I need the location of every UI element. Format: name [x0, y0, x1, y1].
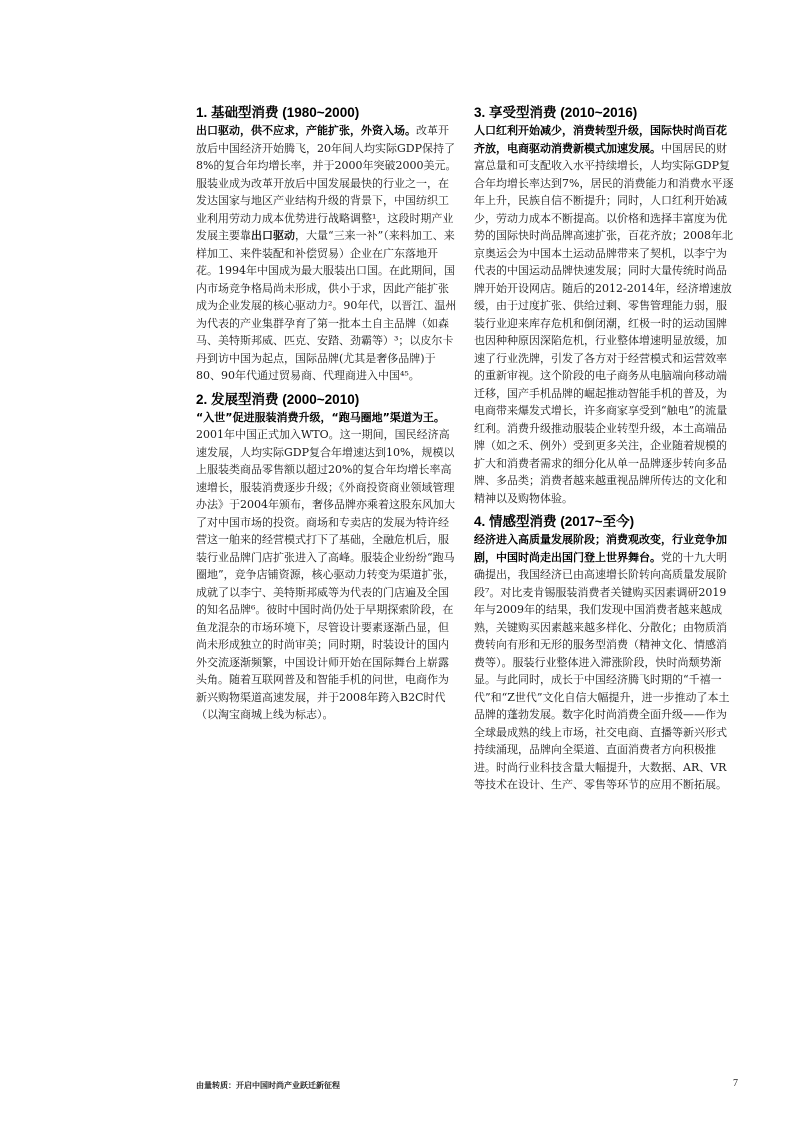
section-body — [196, 122, 458, 385]
section-body — [474, 122, 736, 507]
section-text: 党的十九大明确提出，我国经济已由高速增长阶转向高质量发展阶段⁷。对比麦肯锡服装消费者关键购买因素调研2019年与2009年的结果，我们发现中国消费者越来越成熟，关键购买因素越来越多样化、分散化；由物质消费转向有形和无形的服务型消费（精神文化、情感消费等）。服装行业整体进入滞涨阶段，快时尚颓势渐显。与此同时，成长于中国经济腾飞时期的“千禧一代”和“Z世代”文化自信大幅提升，进一步推动了本土品牌的蓬勃发展。数字化时尚消费全面升级——作为全球最成熟的线上市场，社交电商、直播等新兴形式持续涌现，品牌向全渠道、直面消费者方向积极推进。时尚行业科技含量大幅提升，大数据、AR、VR等技术在设计、生产、零售等环节的应用不断拓展。 — [474, 550, 730, 791]
section-development-consumption — [196, 391, 458, 724]
section-lead: “入世”促进服装消费升级，“跑马圈地”渠道为王。 — [196, 410, 445, 424]
section-title: 1. 基础型消费 (1980~2000) — [196, 105, 360, 120]
section-text: 改革开放后中国经济开始腾飞，20年间人均实际GDP保持了8%的复合年均增长率，并于2000年突破2000美元。服装业成为改革开放后中国发展最快的行业之一，在发达国家与地区产业结构升级的背景下，中国纺织工业利用劳动力成本优势进行战略调整¹，这段时期产业发展主要靠 — [196, 124, 457, 242]
section-text: 中国居民的财富总量和可支配收入水平持续增长，人均实际GDP复合年均增长率达到7%，居民的消费能力和消费水平逐年上升，民族自信不断提升；同时，人口红利开始减少，劳动力成本不断提高。以价格和选择丰富度为优势的国际快时尚品牌高速扩张，百花齐放；2008年北京奥运会为中国本土运动品牌带来了契机，以李宁为代表的中国运动品牌快速发展；同时大量传统时尚品牌开始开设网店。随后的2012-2014年，经济增速放缓，由于过度扩张、供给过剩、零售管理能力弱，服装行业迎来库存危机和倒闭潮，红极一时的运动国牌也因种种原因深陷危机，行业整体增速明显放缓，加速了行业洗牌，引发了各方对于经营模式和运营效率的重新审视。这个阶段的电子商务从电脑端向移动端迁移，国产手机品牌的崛起推动智能手机的普及，为电商带来爆发式增长，许多商家享受到“触电”的流量红利。消费升级推动服装企业转型升级，本土高端品牌（如之禾、例外）受到更多关注，企业随着规模的扩大和消费者需求的细分化从单一品牌逐步转向多品牌、多品类；消费者越来越重视品牌所传达的文化和精神以及购物体验。 — [474, 141, 734, 505]
footer-title: 由量转质：开启中国时尚产业跃迁新征程 — [196, 1081, 340, 1090]
right-column — [474, 104, 736, 800]
section-basic-consumption — [196, 104, 458, 385]
section-lead: 出口驱动，供不应求，产能扩张，外资入场。 — [196, 124, 416, 137]
section-enjoyment-consumption — [474, 104, 736, 507]
section-body — [474, 531, 736, 794]
section-title: 4. 情感型消费 (2017~至今) — [474, 514, 635, 529]
section-text: 2001年中国正式加入WTO。这一期间，国民经济高速发展，人均实际GDP复合年增速达到10%，规模以上服装类商品零售额以超过20%的复合年均增长率高速增长，服装消费逐步升级；《外商投资商业领域管理办法》于2004年颁布，奢侈品牌亦乘着这股东风加大了对中国市场的投资。商场和专卖店的发展为特许经营这一舶来的经营模式打下了基础，全融危机后，服装行业品牌门店扩张进入了高峰。服装企业纷纷“跑马圈地”，竞争店铺资源，核心驱动力转变为渠道扩张，成就了以李宁、美特斯邦威等为代表的门店遍及全国的知名品牌⁶。彼时中国时尚仍处于早期探索阶段，在鱼龙混杂的市场环境下，尽管设计要素逐渐凸显，但尚未形成独立的时尚审美；同时期，时装设计的国内外交流逐渐频繁，中国设计师开始在国际舞台上崭露头角。随着互联网普及和智能手机的问世，电商作为新兴购物渠道高速发展，并于2008年跨入B2C时代（以淘宝商城上线为标志）。 — [196, 428, 455, 721]
page-number: 7 — [733, 1078, 738, 1089]
section-lead: 经济进入高质量发展阶段；消费观改变，行业竞争加剧，中国时尚走出国门登上世界舞台。 — [474, 533, 727, 564]
section-body — [196, 409, 458, 724]
section-lead: 人口红利开始减少，消费转型升级，国际快时尚百花齐放，电商驱动消费新模式加速发展。 — [474, 124, 727, 155]
section-title: 2. 发展型消费 (2000~2010) — [196, 391, 360, 407]
section-title: 3. 享受型消费 (2010~2016) — [474, 105, 638, 120]
section-emphasis: 出口驱动 — [251, 229, 295, 242]
section-emotional-consumption — [474, 513, 736, 794]
section-text-continued: ，大量“三来一补”（来料加工、来样加工、来件装配和补偿贸易）企业在广东落地开花。1994年中国成为最大服装出口国。在此期间，国内市场竞争格局尚未形成，供小于求，因此产能扩张成为企业发展的核心驱动力²。90年代，以晋江、温州为代表的产业集群孕育了第一批本土自主品牌（如森马、美特斯邦威、匹克、安踏、劲霸等）³；以皮尔卡丹到访中国为起点，国际品牌(尤其是奢侈品牌)于80、90年代通过贸易商、代理商进入中国⁴⁵。 — [196, 229, 457, 382]
left-column — [196, 104, 458, 730]
